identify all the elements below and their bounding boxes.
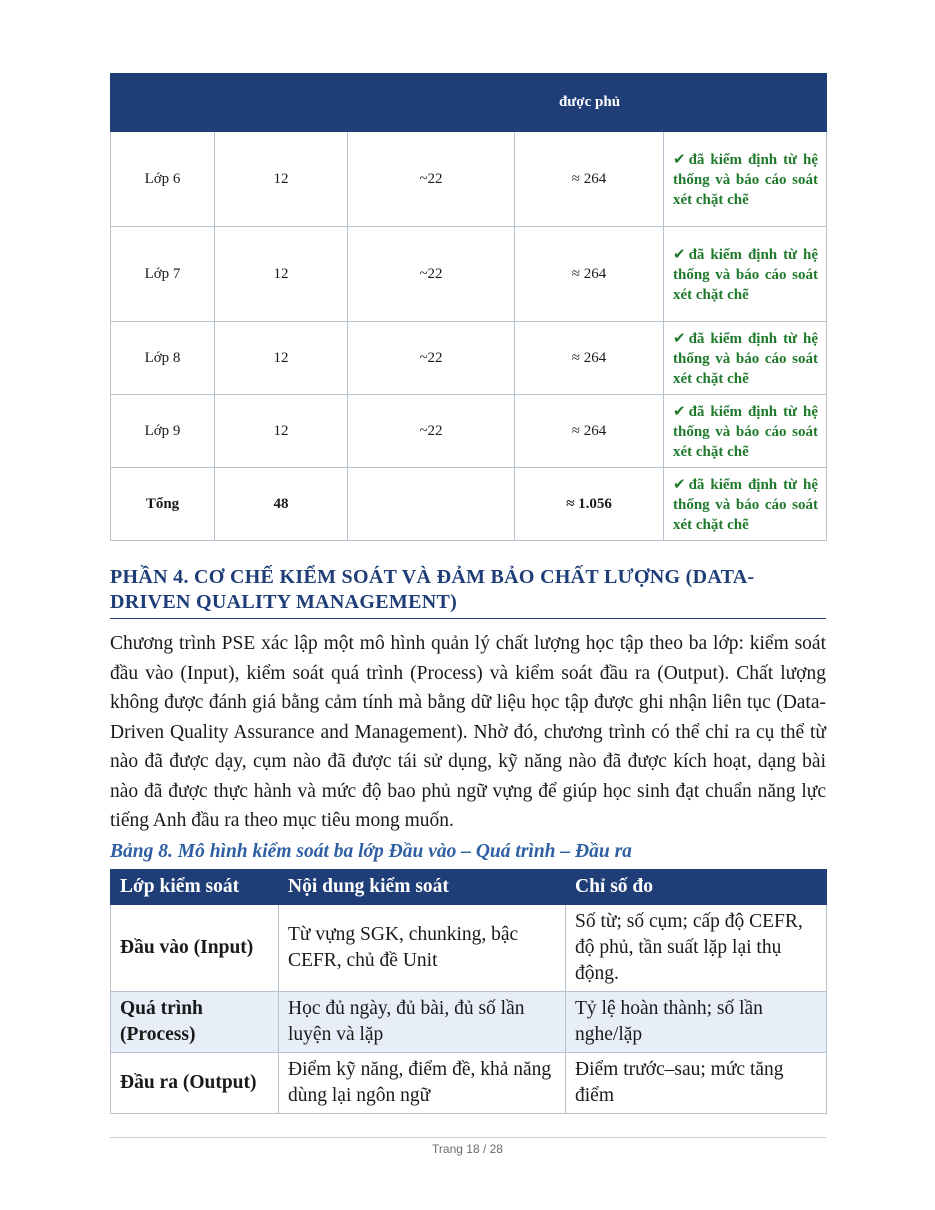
table-row [111, 395, 827, 468]
check-icon: ✔ [673, 328, 686, 347]
total-cell: ≈ 264 [515, 227, 664, 322]
header-cell [215, 74, 348, 132]
total-cell: ≈ 1.056 [515, 468, 664, 541]
control-model-table [110, 869, 827, 1114]
count-cell: 12 [215, 227, 348, 322]
total-cell: ≈ 264 [515, 322, 664, 395]
check-icon: ✔ [673, 401, 686, 420]
grade-cell: Tổng [111, 468, 215, 541]
check-icon: ✔ [673, 244, 686, 263]
content-cell: Học đủ ngày, đủ bài, đủ số lần luyện và lặp [279, 991, 566, 1052]
content-cell: Điểm kỹ năng, điểm đề, khả năng dùng lại ngôn ngữ [279, 1052, 566, 1113]
header-cell: Nội dung kiểm soát [279, 869, 566, 904]
approx-cell: ~22 [348, 132, 515, 227]
status-cell [664, 395, 827, 468]
table-header-row [111, 74, 827, 132]
section-heading: PHẦN 4. CƠ CHẾ KIỂM SOÁT VÀ ĐẢM BẢO CHẤT LƯỢNG (DATA-DRIVEN QUALITY MANAGEMENT) [110, 565, 826, 619]
table-row [111, 132, 827, 227]
table-row [111, 227, 827, 322]
check-icon: ✔ [673, 474, 686, 493]
status-cell [664, 468, 827, 541]
status-text: đã kiểm định từ hệ thống và báo cáo soát xét chặt chẽ [673, 476, 818, 533]
grade-coverage-table [110, 73, 827, 541]
page-number: Trang 18 / 28 [432, 1142, 503, 1156]
count-cell: 12 [215, 322, 348, 395]
header-cell [111, 74, 215, 132]
approx-cell [348, 468, 515, 541]
grade-cell: Lớp 9 [111, 395, 215, 468]
header-cell [348, 74, 515, 132]
table-header-row [111, 869, 827, 904]
status-text: đã kiểm định từ hệ thống và báo cáo soát xét chặt chẽ [673, 403, 818, 460]
layer-cell: Quá trình (Process) [111, 991, 279, 1052]
approx-cell: ~22 [348, 322, 515, 395]
check-icon: ✔ [673, 149, 686, 168]
header-covered-text: được phủ [558, 94, 621, 110]
status-cell [664, 132, 827, 227]
count-cell: 48 [215, 468, 348, 541]
count-cell: 12 [215, 395, 348, 468]
table-row [111, 1052, 827, 1113]
status-cell [664, 322, 827, 395]
header-cell: Lớp kiểm soát [111, 869, 279, 904]
status-cell [664, 227, 827, 322]
metric-cell: Điểm trước–sau; mức tăng điểm [566, 1052, 827, 1113]
grade-cell: Lớp 6 [111, 132, 215, 227]
metric-cell: Số từ; số cụm; cấp độ CEFR, độ phủ, tần suất lặp lại thụ động. [566, 904, 827, 991]
table-total-row [111, 468, 827, 541]
layer-cell: Đầu vào (Input) [111, 904, 279, 991]
layer-cell: Đầu ra (Output) [111, 1052, 279, 1113]
metric-cell: Tỷ lệ hoàn thành; số lần nghe/lặp [566, 991, 827, 1052]
status-text: đã kiểm định từ hệ thống và báo cáo soát xét chặt chẽ [673, 330, 818, 387]
table-row [111, 904, 827, 991]
grade-cell: Lớp 8 [111, 322, 215, 395]
content-cell: Từ vựng SGK, chunking, bậc CEFR, chủ đề Unit [279, 904, 566, 991]
table-row [111, 991, 827, 1052]
section-paragraph: Chương trình PSE xác lập một mô hình quản lý chất lượng học tập theo ba lớp: kiểm soát đầu vào (Input), kiểm soát quá trình (Process) và kiểm soát đầu ra (Output). Chất lượng không được đánh giá bằng cảm tính mà bằng dữ liệu học tập được ghi nhận liên tục (Data-Driven Quality Assurance and Management). Nhờ đó, chương trình có thể chỉ ra cụ thể từ nào đã được dạy, cụm nào đã được tái sử dụng, kỹ năng nào đã được kích hoạt, dạng bài nào đã được thực hành và mức độ bao phủ ngữ vựng để giúp học sinh đạt chuẩn năng lực tiếng Anh đầu ra theo mục tiêu mong muốn. [110, 633, 826, 831]
total-cell: ≈ 264 [515, 132, 664, 227]
header-cell: Chỉ số đo [566, 869, 827, 904]
total-cell: ≈ 264 [515, 395, 664, 468]
header-cell-covered [515, 74, 827, 132]
count-cell: 12 [215, 132, 348, 227]
page-content [110, 73, 826, 1114]
table-caption: Bảng 8. Mô hình kiểm soát ba lớp Đầu vào – Quá trình – Đầu ra [110, 840, 632, 862]
grade-cell: Lớp 7 [111, 227, 215, 322]
table-row [111, 322, 827, 395]
status-text: đã kiểm định từ hệ thống và báo cáo soát xét chặt chẽ [673, 246, 818, 303]
status-text: đã kiểm định từ hệ thống và báo cáo soát xét chặt chẽ [673, 151, 818, 208]
approx-cell: ~22 [348, 227, 515, 322]
footer-divider [110, 1137, 826, 1138]
approx-cell: ~22 [348, 395, 515, 468]
